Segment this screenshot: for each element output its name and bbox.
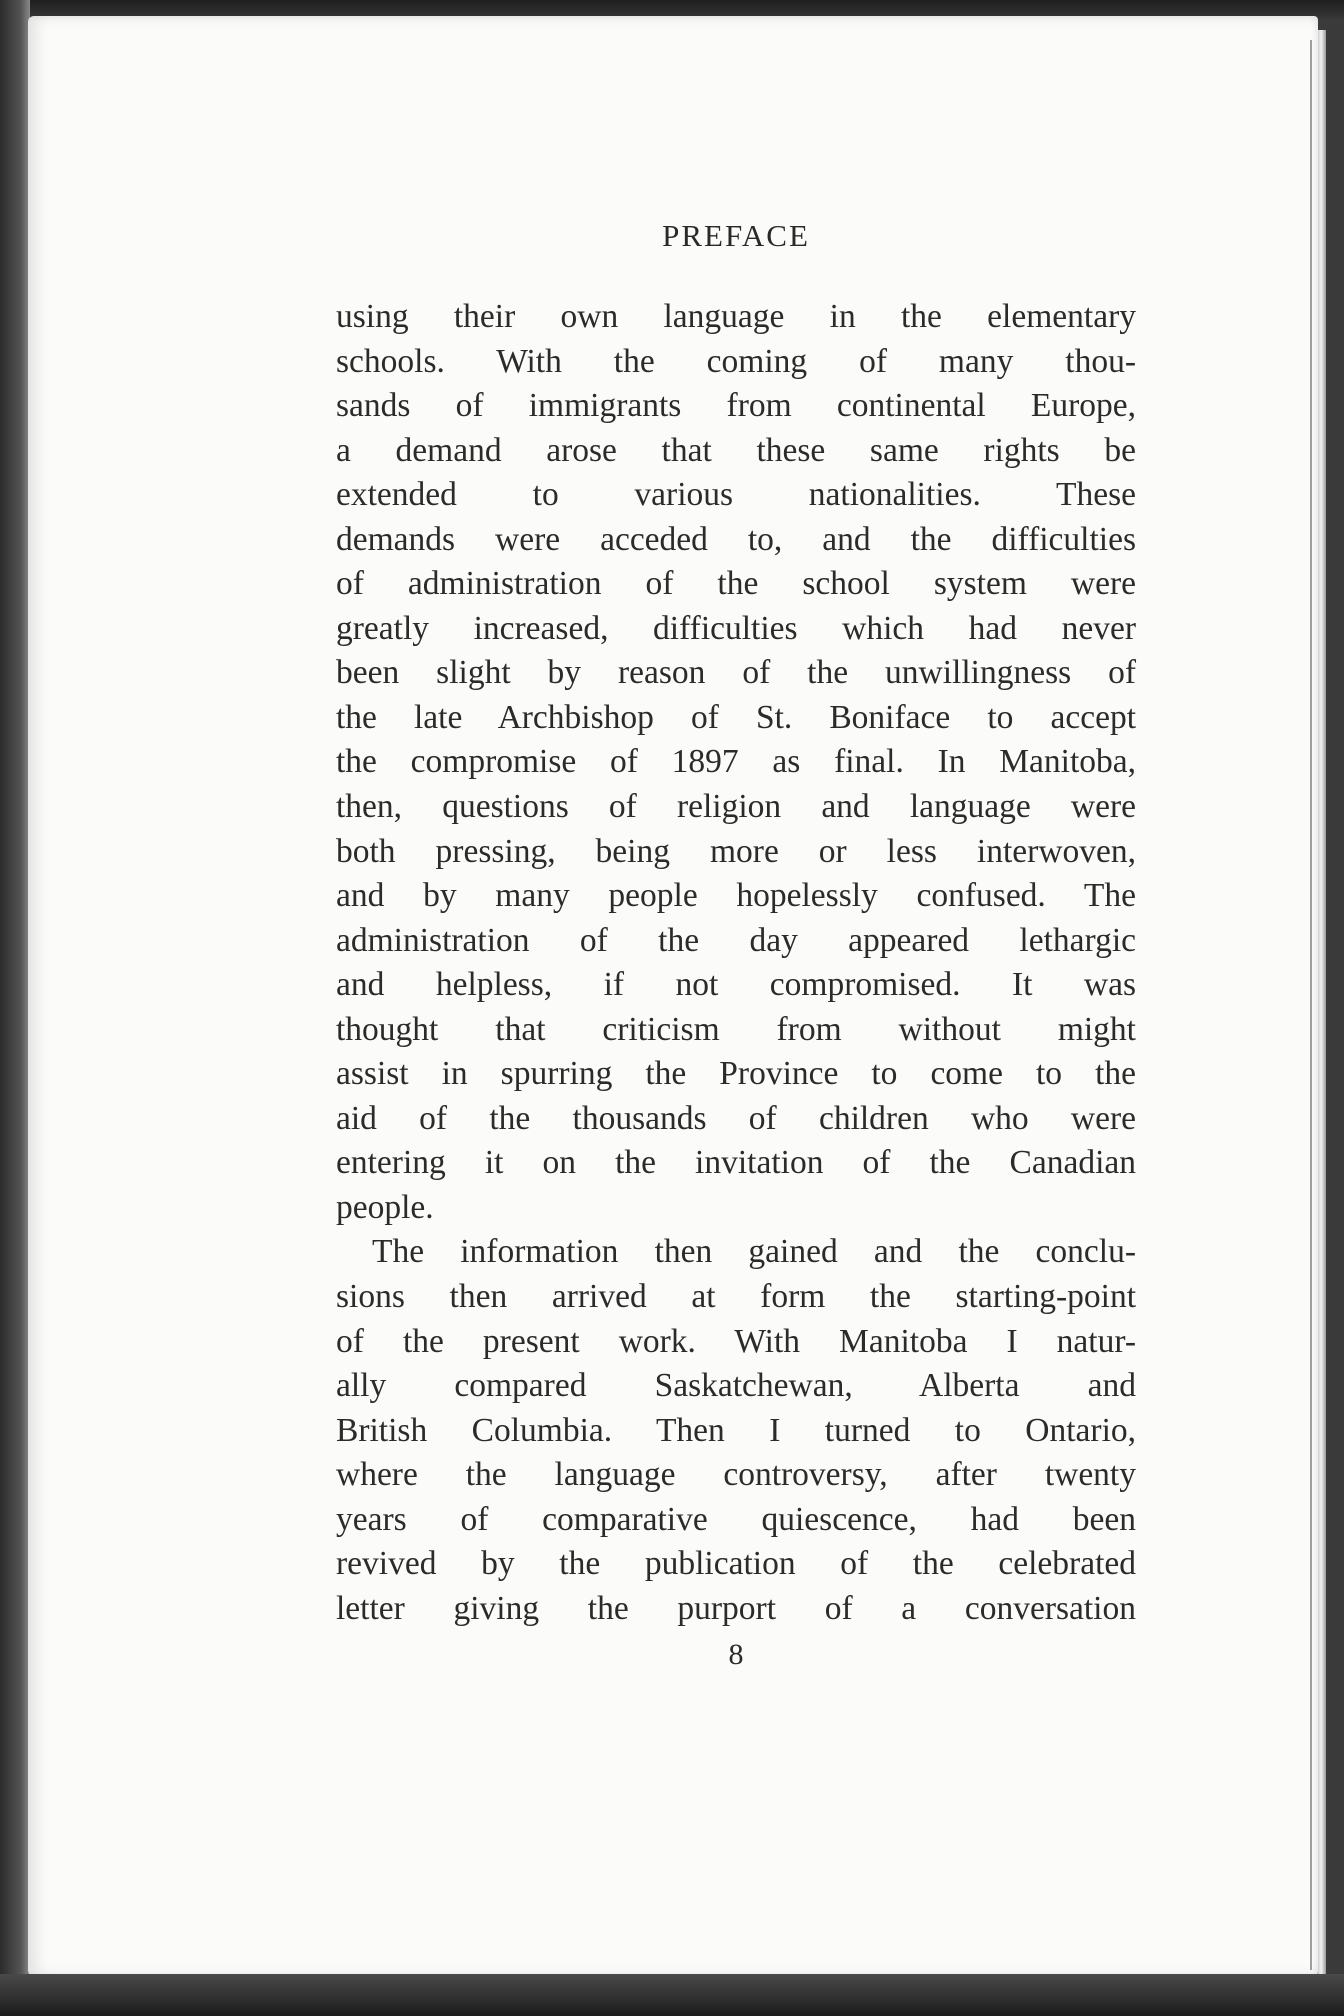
- text-line: and helpless, if not compromised. It was: [336, 966, 1136, 1004]
- fore-edge-shadow-line: [1310, 40, 1312, 1970]
- text-line: thought that criticism from without might: [336, 1010, 1136, 1048]
- text-line: a demand arose that these same rights be: [336, 431, 1136, 469]
- text-line: both pressing, being more or less interwoven,: [336, 832, 1136, 870]
- body-text: [336, 295, 1136, 1631]
- text-line: demands were acceded to, and the difficulties: [336, 520, 1136, 558]
- text-line: been slight by reason of the unwillingness of: [336, 654, 1136, 692]
- text-line: assist in spurring the Province to come to the: [336, 1055, 1136, 1093]
- text-line: greatly increased, difficulties which had never: [336, 609, 1136, 647]
- text-line: The information then gained and the conclu-: [372, 1233, 1136, 1271]
- text-line: where the language controversy, after twenty: [336, 1456, 1136, 1494]
- text-line: and by many people hopelessly confused. The: [336, 877, 1136, 915]
- text-line: entering it on the invitation of the Canadian: [336, 1144, 1136, 1182]
- text-line: revived by the publication of the celebrated: [336, 1545, 1136, 1583]
- text-line: British Columbia. Then I turned to Ontario,: [336, 1411, 1136, 1449]
- text-line: sions then arrived at form the starting-point: [336, 1278, 1136, 1316]
- running-head: PREFACE: [662, 218, 810, 253]
- text-line: schools. With the coming of many thou-: [336, 342, 1136, 380]
- page-fore-edge: [1318, 30, 1326, 1980]
- page-number: 8: [728, 1638, 744, 1671]
- paragraph: [336, 295, 1136, 1230]
- text-line: people.: [336, 1188, 434, 1226]
- text-line: extended to various nationalities. These: [336, 476, 1136, 514]
- text-line: the late Archbishop of St. Boniface to accept: [336, 698, 1136, 736]
- paragraph: [336, 1230, 1136, 1631]
- book-spine-edge: [0, 0, 30, 2016]
- bottom-binding-edge: [0, 1974, 1344, 2016]
- text-line: of the present work. With Manitoba I natur-: [336, 1322, 1136, 1360]
- text-line: then, questions of religion and language were: [336, 788, 1136, 826]
- text-line: using their own language in the elementary: [336, 298, 1136, 335]
- text-line: administration of the day appeared lethargic: [336, 921, 1136, 959]
- text-line: years of comparative quiescence, had been: [336, 1500, 1136, 1538]
- text-line: aid of the thousands of children who were: [336, 1099, 1136, 1137]
- text-line: ally compared Saskatchewan, Alberta and: [336, 1367, 1136, 1405]
- text-line: sands of immigrants from continental Europe,: [336, 387, 1136, 425]
- text-line: letter giving the purport of a conversation: [336, 1589, 1136, 1627]
- text-line: of administration of the school system were: [336, 565, 1136, 603]
- text-line: the compromise of 1897 as final. In Manitoba,: [336, 743, 1136, 781]
